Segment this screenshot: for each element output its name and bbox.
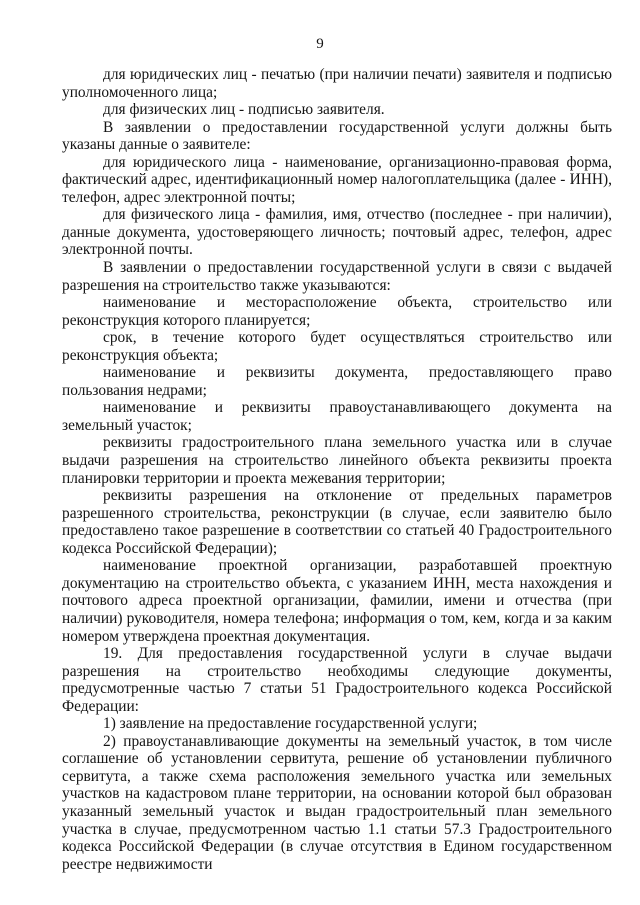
paragraph: для физического лица - фамилия, имя, отчество (последнее - при наличии), данные документа, удостоверяющего личность; почтовый адрес, телефон, адрес электронной почты. — [62, 206, 612, 259]
paragraph: реквизиты градостроительного плана земельного участка или в случае выдачи разрешения на строительство линейного объекта реквизиты проекта планировки территории и проекта межевания территории; — [62, 434, 612, 487]
paragraph: наименование и реквизиты правоустанавливающего документа на земельный участок; — [62, 399, 612, 434]
paragraph: 1) заявление на предоставление государственной услуги; — [103, 715, 478, 733]
paragraph: для физических лиц - подписью заявителя. — [103, 101, 385, 119]
document-body — [62, 66, 612, 873]
paragraph: 19. Для предоставления государственной услуги в случае выдачи разрешения на строительство необходимы следующие документы, предусмотренные частью 7 статьи 51 Градостроительного кодекса Российской Федерации: — [62, 645, 612, 715]
paragraph: В заявлении о предоставлении государственной услуги в связи с выдачей разрешения на строительство также указываются: — [62, 259, 612, 294]
paragraph: срок, в течение которого будет осуществляться строительство или реконструкция объекта; — [62, 329, 612, 364]
paragraph: наименование и месторасположение объекта, строительство или реконструкция которого планируется; — [62, 294, 612, 329]
paragraph: для юридического лица - наименование, организационно-правовая форма, фактический адрес, идентификационный номер налогоплательщика (далее - ИНН), телефон, адрес электронной почты; — [62, 153, 612, 206]
paragraph: В заявлении о предоставлении государственной услуги должны быть указаны данные о заявителе: — [62, 118, 612, 154]
paragraph: 2) правоустанавливающие документы на земельный участок, в том числе соглашение об установлении сервитута, решение об установлении публичного сервитута, а также схема расположения земельного участка или земельных участков на кадастровом плане территории, на основании которой был образован указанный земельный участок и выдан градостроительный план земельного участка в случае, предусмотренном частью 1.1 статьи 57.3 Градостроительного кодекса Российской Федерации (в случае отсутствия в Едином государственном реестре недвижимости — [62, 732, 612, 873]
paragraph: реквизиты разрешения на отклонение от предельных параметров разрешенного строительства, реконструкции (в случае, если заявителю было предоставлено такое разрешение в соответствии со статьей 40 Градостроительного кодекса Российской Федерации); — [62, 487, 612, 557]
paragraph: для юридических лиц - печатью (при наличии печати) заявителя и подписью уполномоченного лица; — [62, 66, 612, 101]
paragraph: наименование и реквизиты документа, предоставляющего право пользования недрами; — [62, 364, 612, 399]
paragraph: наименование проектной организации, разработавшей проектную документацию на строительство объекта, с указанием ИНН, места нахождения и почтового адреса проектной организации, фамилии, имени и отчества (при наличии) руководителя, номера телефона; информация о том, кем, когда и за каким номером утверждена проектная документация. — [62, 557, 612, 645]
page-number: 9 — [316, 36, 324, 52]
